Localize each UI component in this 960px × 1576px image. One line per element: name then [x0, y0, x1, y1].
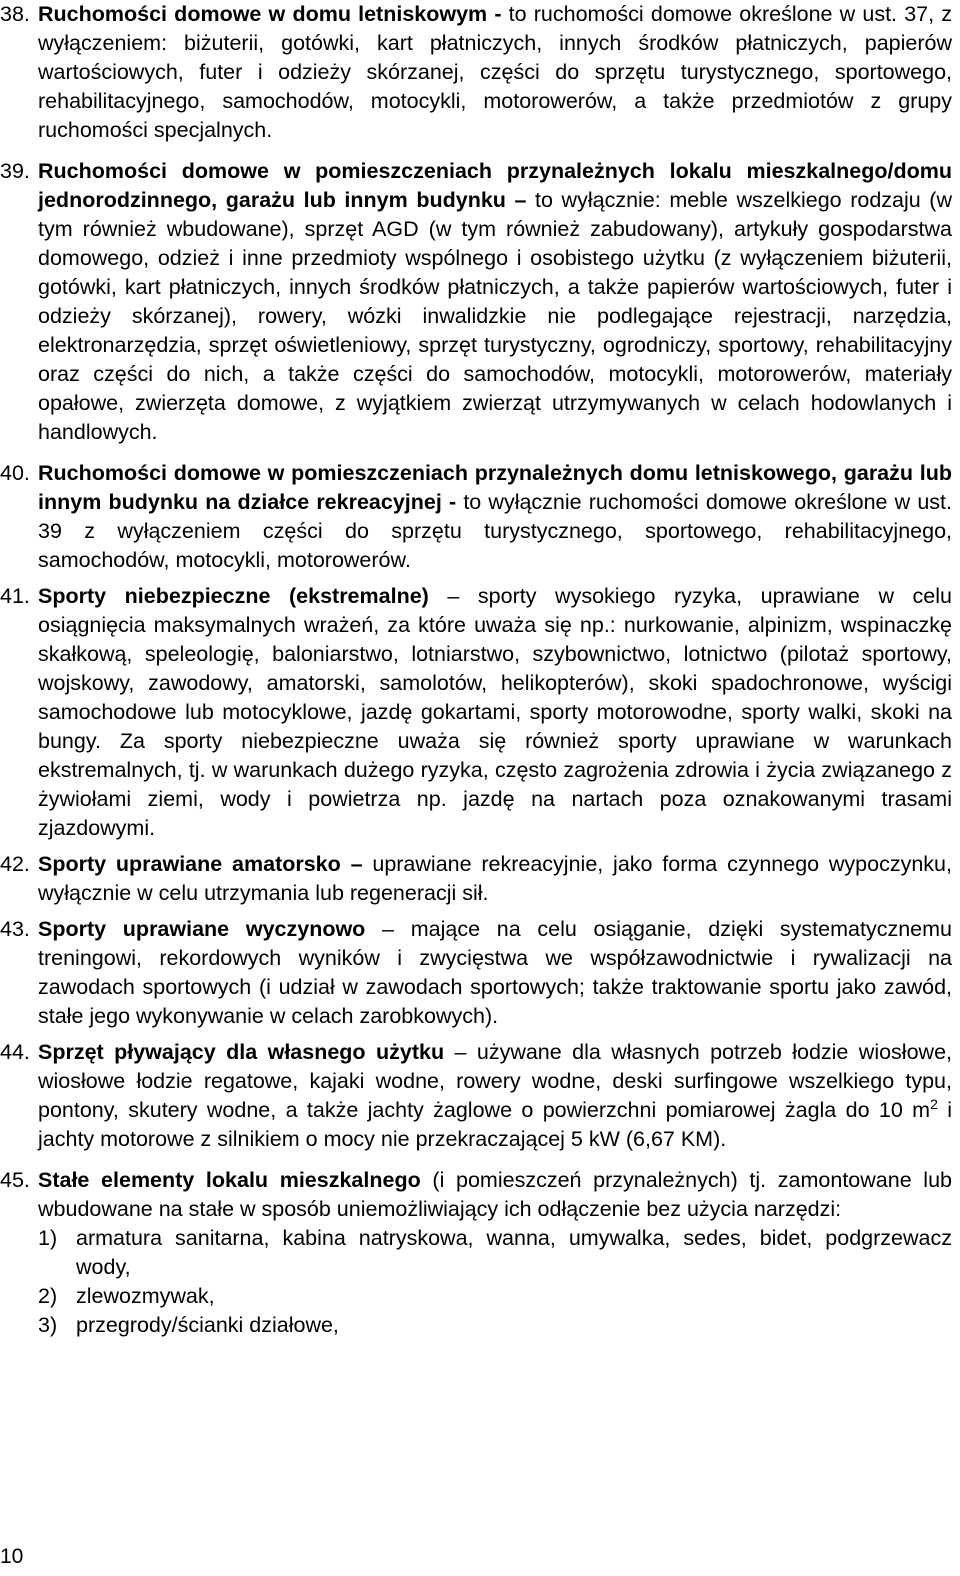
definition-term: Ruchomości domowe w pomieszczeniach przynależnych domu letniskowego, garażu lub innym budynku na działce rekreacyjnej -	[38, 461, 952, 514]
definition-40	[0, 459, 960, 575]
definition-39	[0, 157, 960, 447]
definition-text: (i pomieszczeń przynależnych) tj. zamontowane lub wbudowane na stałe w sposób uniemożliwiający ich odłączenie bez użycia narzędzi:	[38, 1168, 953, 1221]
sub-item-text: armatura sanitarna, kabina natryskowa, wanna, umywalka, sedes, bidet, podgrzewacz wody,	[76, 1226, 952, 1279]
definition-text: to ruchomości domowe określone w ust. 37, z wyłączeniem: biżuterii, gotówki, kart płatniczych, innych środków płatniczych, papierów wartościowych, futer i odzieży skórzanej, części do sprzętu turystycznego, sportowego, rehabilitacyjnego, samochodów, motocykli, motorowerów, a także przedmiotów z grupy ruchomości specjalnych.	[38, 2, 952, 142]
sub-item-number: 1)	[38, 1226, 58, 1250]
definition-text: to wyłącznie: meble wszelkiego rodzaju (w tym również wbudowane), sprzęt AGD (w tym również zabudowany), artykuły gospodarstwa domowego, odzież i inne przedmioty wspólnego i osobistego użytku (z wyłączeniem biżuterii, gotówki, kart płatniczych, innych środków płatniczych, a także papierów wartościowych, futer i odzieży skórzanej), rowery, wózki inwalidzkie nie podlegające rejestracji, narzędzia, elektronarzędzia, sprzęt oświetleniowy, sprzęt turystyczny, ogrodniczy, sportowy, rehabilitacyjny oraz części do nich, a także części do samochodów, motocykli, motorowerów, materiały opałowe, zwierzęta domowe, z wyjątkiem zwierząt utrzymywanych w celach hodowlanych i handlowych.	[38, 188, 952, 444]
definition-text: uprawiane rekreacyjnie, jako forma czynnego wypoczynku, wyłącznie w celu utrzymania lub regeneracji sił.	[38, 852, 952, 905]
definition-44	[0, 1038, 960, 1154]
definition-text: to wyłącznie ruchomości domowe określone w ust. 39 z wyłączeniem części do sprzętu turystycznego, sportowego, rehabilitacyjnego, samochodów, motocykli, motorowerów.	[38, 490, 952, 572]
definition-41	[0, 582, 960, 843]
sub-item-text: przegrody/ścianki działowe,	[76, 1313, 339, 1337]
sub-item-number: 2)	[38, 1284, 58, 1308]
sub-item-1	[38, 1224, 952, 1282]
definition-number: 45.	[0, 1168, 30, 1192]
definition-42	[0, 850, 960, 908]
definition-text: – sporty wysokiego ryzyka, uprawiane w celu osiągnięcia maksymalnych wrażeń, za które uważa się np.: nurkowanie, alpinizm, wspinaczkę skałkową, speleologię, baloniarstwo, lotniarstwo, szybownictwo, lotnictwo (pilotaż sportowy, wojskowy, zawodowy, amatorski, samolotów, helikopterów), skoki spadochronowe, wyścigi samochodowe lub motocyklowe, jazdę gokartami, sporty motorowodne, sporty walki, skoki na bungy. Za sporty niebezpieczne uważa się również sporty uprawiane w warunkach ekstremalnych, tj. w warunkach dużego ryzyka, często zagrożenia zdrowia i życia związanego z żywiołami ziemi, wody i powietrza np. jazdę na nartach poza oznakowanymi trasami zjazdowymi.	[38, 584, 952, 840]
definition-38	[0, 0, 960, 145]
definition-number: 39.	[0, 159, 30, 183]
sub-item-text: zlewozmywak,	[76, 1284, 215, 1308]
sub-item-2	[38, 1282, 952, 1311]
superscript: 2	[930, 1096, 938, 1112]
definition-text: – mające na celu osiąganie, dzięki systematycznemu treningowi, rekordowych wyników i zwycięstwa we współzawodnictwie i rywalizacji na zawodach sportowych (i udział w zawodach sportowych; także traktowanie sportu jako zawód, stałe jego wykonywanie w celach zarobkowych).	[38, 917, 952, 1028]
definition-term: Sporty uprawiane amatorsko –	[38, 852, 363, 876]
definition-term: Ruchomości domowe w pomieszczeniach przynależnych lokalu mieszkalnego/domu jednorodzinnego, garażu lub innym budynku –	[38, 159, 952, 212]
definition-number: 40.	[0, 461, 30, 485]
definition-number: 38.	[0, 2, 30, 26]
definition-term: Sprzęt pływający dla własnego użytku	[38, 1040, 445, 1064]
definition-number: 43.	[0, 917, 30, 941]
definition-45	[0, 1166, 960, 1340]
definition-number: 42.	[0, 852, 30, 876]
definition-number: 44.	[0, 1040, 30, 1064]
definition-term: Ruchomości domowe w domu letniskowym -	[38, 2, 502, 26]
sub-item-3	[38, 1311, 952, 1340]
page-number: 10	[0, 1545, 24, 1568]
sub-list	[38, 1224, 952, 1340]
definition-number: 41.	[0, 584, 30, 608]
definition-term: Sporty uprawiane wyczynowo	[38, 917, 366, 941]
sub-item-number: 3)	[38, 1313, 58, 1337]
definition-43	[0, 915, 960, 1031]
definition-text-continued: i jachty motorowe z silnikiem o mocy nie przekraczającej 5 kW (6,67 KM).	[38, 1098, 953, 1151]
definition-text: – używane dla własnych potrzeb łodzie wiosłowe, wiosłowe łodzie regatowe, kajaki wodne, rowery wodne, deski surfingowe wszelkiego typu, pontony, skutery wodne, a także jachty żaglowe o powierzchni pomiarowej żagla do 10 m	[38, 1040, 953, 1122]
definition-term: Sporty niebezpieczne (ekstremalne)	[38, 584, 429, 608]
definition-term: Stałe elementy lokalu mieszkalnego	[38, 1168, 421, 1192]
